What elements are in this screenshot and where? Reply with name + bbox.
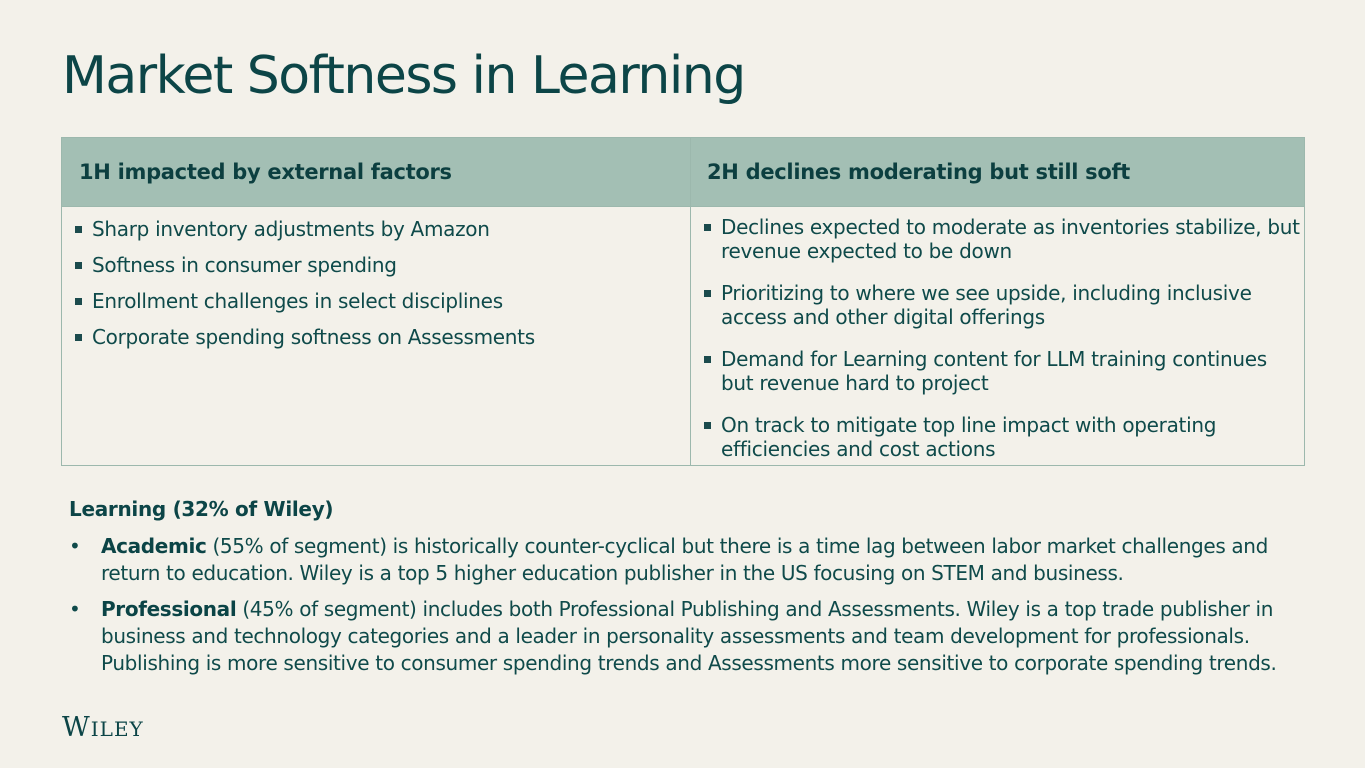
list-item: On track to mitigate top line impact with operating efficiencies and cost actions — [703, 413, 1304, 461]
col2-header: 2H declines moderating but still soft — [691, 138, 1305, 207]
wiley-logo — [62, 712, 144, 743]
logo-rest: ILEY — [90, 717, 144, 741]
list-item: Sharp inventory adjustments by Amazon — [74, 217, 690, 241]
academic-item — [69, 533, 1319, 587]
list-item: Softness in consumer spending — [74, 253, 690, 277]
professional-text: (45% of segment) includes both Professional Publishing and Assessments. Wiley is a top trade publisher in business and technology categories and a leader in personality assessments and team development for professionals. Publishing is more sensitive to consumer spending trends and Assessments more sensitive to corporate spending trends. — [101, 597, 1277, 675]
professional-item — [69, 596, 1319, 677]
col2-list — [703, 215, 1304, 461]
list-item: Corporate spending softness on Assessments — [74, 325, 690, 349]
col1-list — [74, 217, 690, 349]
col1-cell — [62, 207, 691, 466]
list-item: Prioritizing to where we see upside, including inclusive access and other digital offerings — [703, 281, 1304, 329]
list-item: Declines expected to moderate as inventories stabilize, but revenue expected to be down — [703, 215, 1304, 263]
comparison-table — [61, 137, 1305, 466]
academic-label: Academic — [101, 534, 207, 558]
col1-header: 1H impacted by external factors — [62, 138, 691, 207]
academic-text: (55% of segment) is historically counter-cyclical but there is a time lag between labor market challenges and return to education. Wiley is a top 5 higher education publisher in the US focusing on STEM and business. — [101, 534, 1268, 585]
professional-label: Professional — [101, 597, 237, 621]
learning-heading: Learning (32% of Wiley) — [69, 497, 334, 521]
table-body-row — [62, 207, 1305, 466]
logo-initial: W — [62, 712, 91, 743]
slide-title: Market Softness in Learning — [62, 46, 745, 106]
learning-list — [69, 533, 1319, 686]
col2-cell — [691, 207, 1305, 466]
table-header-row — [62, 138, 1305, 207]
list-item: Demand for Learning content for LLM training continues but revenue hard to project — [703, 347, 1304, 395]
list-item: Enrollment challenges in select disciplines — [74, 289, 690, 313]
